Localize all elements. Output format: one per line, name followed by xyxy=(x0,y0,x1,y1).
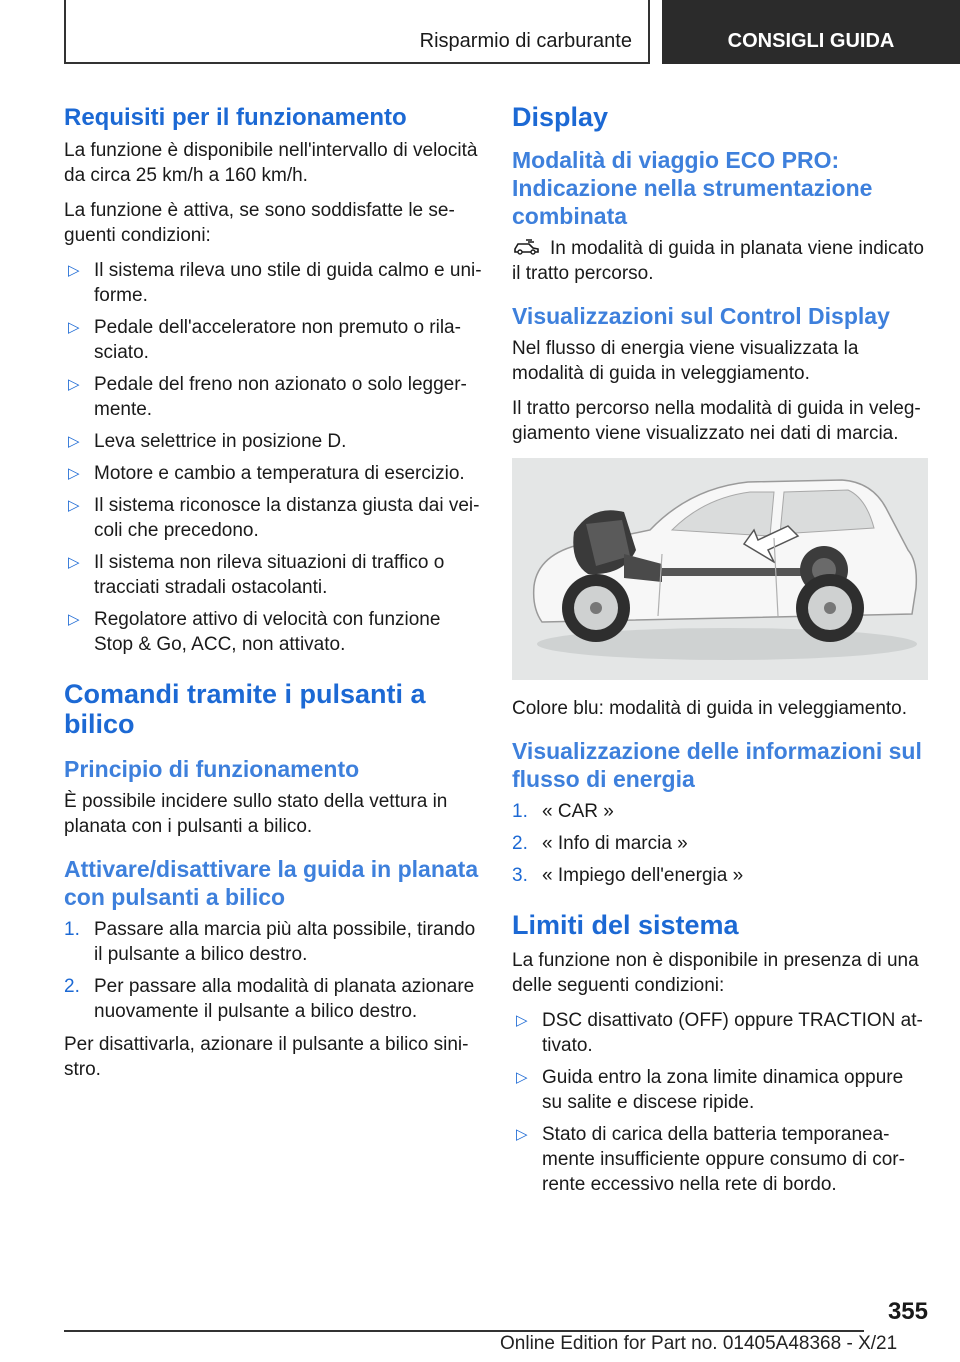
eco-pro-heading: Modalità di viaggio ECO PRO: Indicazione nella strumentazione combinata xyxy=(512,147,873,229)
running-header xyxy=(64,0,650,64)
left-column xyxy=(64,100,484,1092)
triangle-right-icon: ▷ xyxy=(68,611,80,628)
car-illustration xyxy=(512,458,928,680)
list-item: ▷ Stato di carica della batteria temporanea-mente insufficiente oppure consumo di cor-rente eccessivo nella rete di bordo. xyxy=(516,1124,905,1195)
list-item: ▷ Motore e cambio a temperatura di esercizio. xyxy=(68,463,465,484)
toggle-coasting-heading: Attivare/disattivare la guida in planata con pulsanti a bilico xyxy=(64,856,479,910)
system-limits-heading: Limiti del sistema xyxy=(512,910,739,940)
list-item: ▷ Guida entro la zona limite dinamica oppure su salite e discese ripide. xyxy=(516,1067,904,1113)
control-display-paragraph-1: Nel flusso di energia viene visualizzata la modalità di guida in veleggiamento. xyxy=(512,338,859,384)
triangle-right-icon: ▷ xyxy=(516,1012,528,1029)
figure-caption: Colore blu: modalità di guida in veleggiamento. xyxy=(512,698,908,719)
triangle-right-icon: ▷ xyxy=(68,465,80,482)
triangle-right-icon: ▷ xyxy=(68,376,80,393)
energy-steps-list xyxy=(512,799,928,888)
triangle-right-icon: ▷ xyxy=(516,1126,528,1143)
principle-paragraph: È possibile incidere sullo stato della vettura in planata con i pulsanti a bilico. xyxy=(64,791,448,837)
paddle-controls-heading: Comandi tramite i pulsanti a bilico xyxy=(64,679,426,739)
requirements-heading: Requisiti per il funzionamento xyxy=(64,104,407,131)
conditions-list xyxy=(64,258,484,657)
limits-list xyxy=(512,1008,928,1197)
control-display-heading: Visualizzazioni sul Control Display xyxy=(512,303,890,329)
triangle-right-icon: ▷ xyxy=(68,433,80,450)
list-item: 1. Passare alla marcia più alta possibile, tirando il pulsante a bilico destro. xyxy=(64,919,476,965)
header-section-title: Risparmio di carburante xyxy=(419,30,632,52)
chapter-tab xyxy=(662,0,960,64)
list-item: ▷ Regolatore attivo di velocità con funzione Stop & Go, ACC, non attivato. xyxy=(68,609,441,655)
list-item: 2. « Info di marcia » xyxy=(512,833,688,854)
chapter-tab-label: CONSIGLI GUIDA xyxy=(727,30,895,52)
toggle-steps-list xyxy=(64,917,484,1024)
list-item: ▷ Pedale dell'acceleratore non premuto o rila-sciato. xyxy=(68,317,461,363)
coasting-car-icon xyxy=(512,239,542,255)
triangle-right-icon: ▷ xyxy=(68,497,80,514)
list-item: 1. « CAR » xyxy=(512,801,614,822)
page-number: 355 xyxy=(887,1298,928,1325)
eco-pro-paragraph: In modalità di guida in planata viene indicato il tratto percorso. xyxy=(512,238,924,284)
energy-flow-heading: Visualizzazione delle informazioni sul flusso di energia xyxy=(512,738,922,792)
display-heading: Display xyxy=(512,102,609,132)
triangle-right-icon: ▷ xyxy=(68,319,80,336)
requirements-paragraph-2: La funzione è attiva, se sono soddisfatte le se-guenti condizioni: xyxy=(64,200,455,246)
edition-footer: Online Edition for Part no. 01405A48368 - X/21 xyxy=(500,1333,898,1354)
list-item: ▷ DSC disattivato (OFF) oppure TRACTION at-tivato. xyxy=(516,1010,923,1056)
requirements-paragraph-1: La funzione è disponibile nell'intervallo di velocità da circa 25 km/h a 160 km/h. xyxy=(64,140,478,186)
list-item: ▷ Il sistema rileva uno stile di guida calmo e uni-forme. xyxy=(68,260,482,306)
control-display-paragraph-2: Il tratto percorso nella modalità di guida in veleg-giamento viene visualizzato nei dati di marcia. xyxy=(512,398,921,444)
triangle-right-icon: ▷ xyxy=(516,1069,528,1086)
footer-divider xyxy=(64,1330,864,1332)
triangle-right-icon: ▷ xyxy=(68,554,80,571)
car-drivetrain-figure xyxy=(512,458,928,680)
list-item: ▷ Pedale del freno non azionato o solo legger-mente. xyxy=(68,374,467,420)
principle-heading: Principio di funzionamento xyxy=(64,756,360,782)
triangle-right-icon: ▷ xyxy=(68,262,80,279)
system-limits-paragraph: La funzione non è disponibile in presenza di una delle seguenti condizioni: xyxy=(512,950,919,996)
list-item: 3. « Impiego dell'energia » xyxy=(512,865,744,886)
deactivate-paragraph: Per disattivarla, azionare il pulsante a bilico sini-stro. xyxy=(64,1034,469,1080)
right-column xyxy=(512,100,928,1205)
list-item: 2. Per passare alla modalità di planata azionare nuovamente il pulsante a bilico destro. xyxy=(64,976,475,1022)
list-item: ▷ Leva selettrice in posizione D. xyxy=(68,431,347,452)
list-item: ▷ Il sistema non rileva situazioni di traffico o tracciati stradali ostacolanti. xyxy=(68,552,445,598)
list-item: ▷ Il sistema riconosce la distanza giusta dai vei-coli che precedono. xyxy=(68,495,480,541)
